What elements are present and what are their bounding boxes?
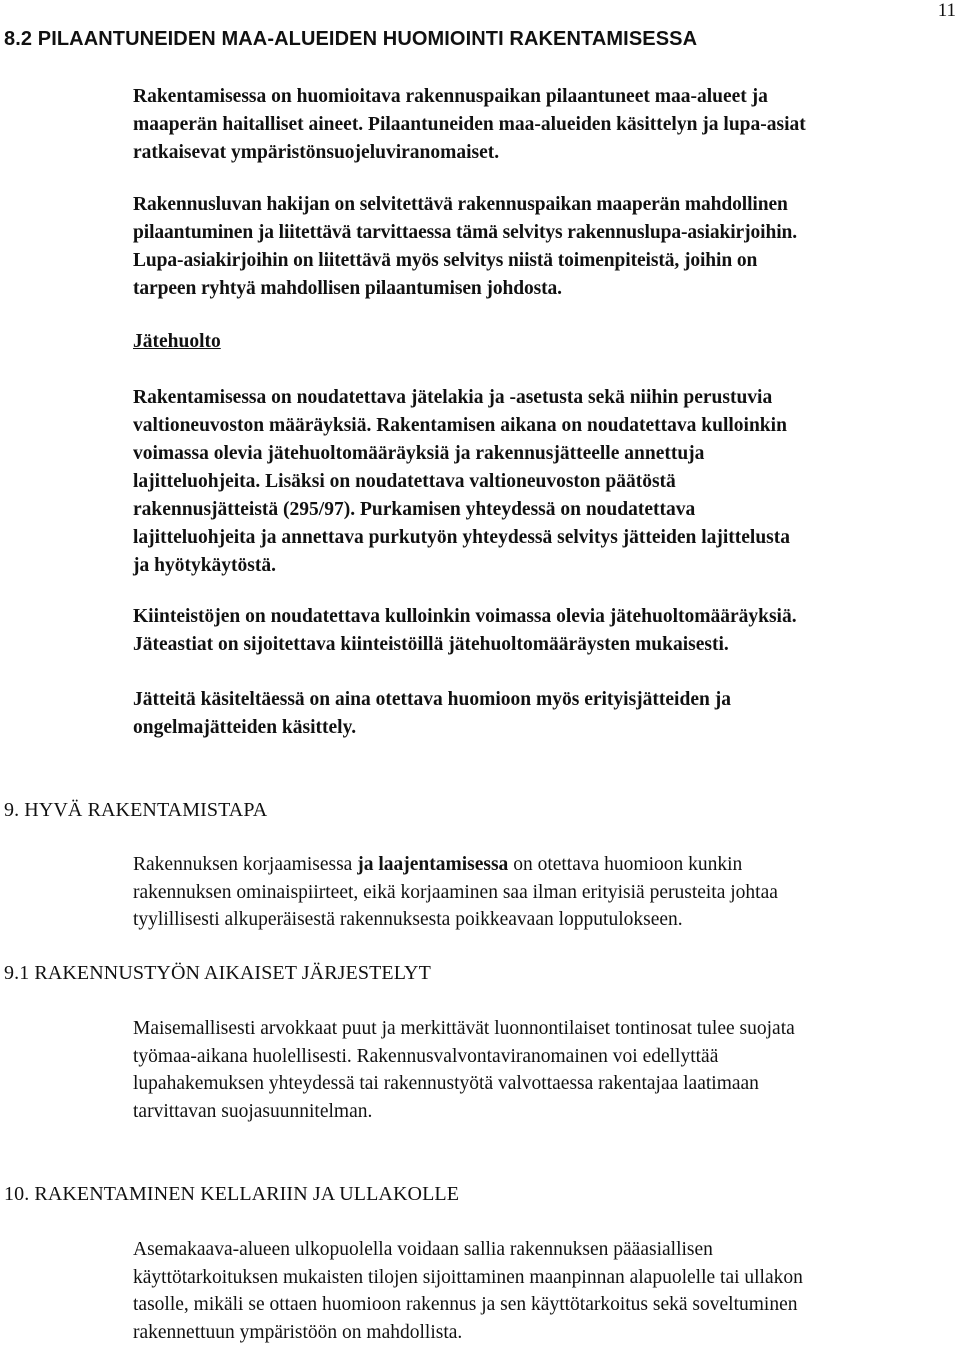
text-line: lupahakemuksen yhteydessä tai rakennustyötä valvottaessa rakentajaa laatimaan (133, 1073, 759, 1094)
text-line: rakennuksen ominaispiirteet, eikä korjaaminen saa ilman erityisiä perusteita johtaa (133, 881, 778, 903)
section-9-heading: 9. HYVÄ RAKENTAMISTAPA (4, 799, 268, 821)
text-line: Rakentamisessa on noudatettava jätelakia ja -asetusta sekä niihin perustuvia (133, 387, 773, 408)
text-line: valtioneuvoston määräyksiä. Rakentamisen aikana on noudatettava kulloinkin (133, 415, 787, 436)
paragraph-hazardous-waste (133, 686, 953, 742)
text-fragment: on otettava huomioon kunkin (508, 854, 743, 875)
page-number: 11 (937, 0, 956, 21)
paragraph-good-building-practice (133, 851, 953, 934)
text-line: Kiinteistöjen on noudatettava kulloinkin voimassa olevia jätehuoltomääräyksiä. (133, 606, 797, 627)
text-line: tyylillisesti alkuperäisestä rakennuksesta poikkeavaan lopputulokseen. (133, 909, 683, 930)
text-line: tasolle, mikäli se ottaen huomioon rakennus ja sen käyttötarkoitus sekä soveltuminen (133, 1294, 798, 1315)
text-line: käyttötarkoituksen mukaisten tilojen sijoittaminen maanpinnan alapuolelle tai ullakon (133, 1266, 803, 1288)
text-line: rakennusjätteistä (295/97). Purkamisen yhteydessä on noudatettava (133, 499, 696, 520)
text-line: pilaantuminen ja liitettävä tarvittaessa tämä selvitys rakennuslupa-asiakirjoihin. (133, 222, 798, 243)
paragraph-contaminated-areas (133, 83, 953, 167)
text-line: Lupa-asiakirjoihin on liitettävä myös selvitys niistä toimenpiteistä, joihin on (133, 250, 758, 271)
paragraph-permit-applicant (133, 191, 953, 303)
subheading-waste-management: Jätehuolto (133, 331, 221, 352)
text-line: ratkaisevat ympäristönsuojeluviranomaiset. (133, 142, 500, 163)
text-line: lajitteluohjeita ja annettava purkutyön yhteydessä selvitys jätteiden lajittelusta (133, 527, 791, 548)
bold-text-fragment: ja laajentamisessa (357, 854, 509, 875)
text-line: Rakentamisessa on huomioitava rakennuspaikan pilaantuneet maa-alueet ja (133, 86, 768, 107)
text-fragment: Rakennuksen korjaamisessa (133, 854, 358, 875)
text-line: työmaa-aikana huolellisesti. Rakennusvalvontaviranomainen voi edellyttää (133, 1045, 719, 1067)
paragraph-construction-arrangements (133, 1015, 953, 1125)
paragraph-property-waste (133, 603, 953, 659)
text-line: rakennettuun ympäristöön on mahdollista. (133, 1321, 463, 1343)
text-line: ja hyötykäytöstä. (133, 555, 277, 576)
paragraph-waste-law (133, 384, 953, 580)
text-line: tarpeen ryhtyä mahdollisen pilaantumisen johdosta. (133, 278, 562, 299)
section-9-1-heading: 9.1 RAKENNUSTYÖN AIKAISET JÄRJESTELYT (4, 962, 431, 984)
text-line: maaperän haitalliset aineet. Pilaantuneiden maa-alueiden käsittelyn ja lupa-asiat (133, 114, 806, 135)
section-10-heading: 10. RAKENTAMINEN KELLARIIN JA ULLAKOLLE (4, 1183, 460, 1205)
text-line: voimassa olevia jätehuoltomääräyksiä ja rakennusjätteelle annettuja (133, 443, 705, 464)
text-line: Asemakaava-alueen ulkopuolella voidaan sallia rakennuksen pääasiallisen (133, 1239, 713, 1260)
text-line: Maisemallisesti arvokkaat puut ja merkittävät luonnontilaiset tontinosat tulee suojata (133, 1018, 795, 1039)
text-line: lajitteluohjeita. Lisäksi on noudatettava valtioneuvoston päätöstä (133, 471, 676, 492)
text-line: Rakennusluvan hakijan on selvitettävä rakennuspaikan maaperän mahdollinen (133, 194, 788, 215)
text-line: tarvittavan suojasuunnitelman. (133, 1100, 373, 1122)
text-line: ongelmajätteiden käsittely. (133, 717, 357, 738)
section-8-2-heading: 8.2 PILAANTUNEIDEN MAA-ALUEIDEN HUOMIOINTI RAKENTAMISESSA (4, 28, 698, 50)
text-line (133, 851, 953, 879)
text-line: Jätteitä käsiteltäessä on aina otettava huomioon myös erityisjätteiden ja (133, 689, 731, 710)
paragraph-basement-attic (133, 1236, 953, 1346)
text-line: Jäteastiat on sijoitettava kiinteistöillä jätehuoltomääräysten mukaisesti. (133, 634, 729, 655)
